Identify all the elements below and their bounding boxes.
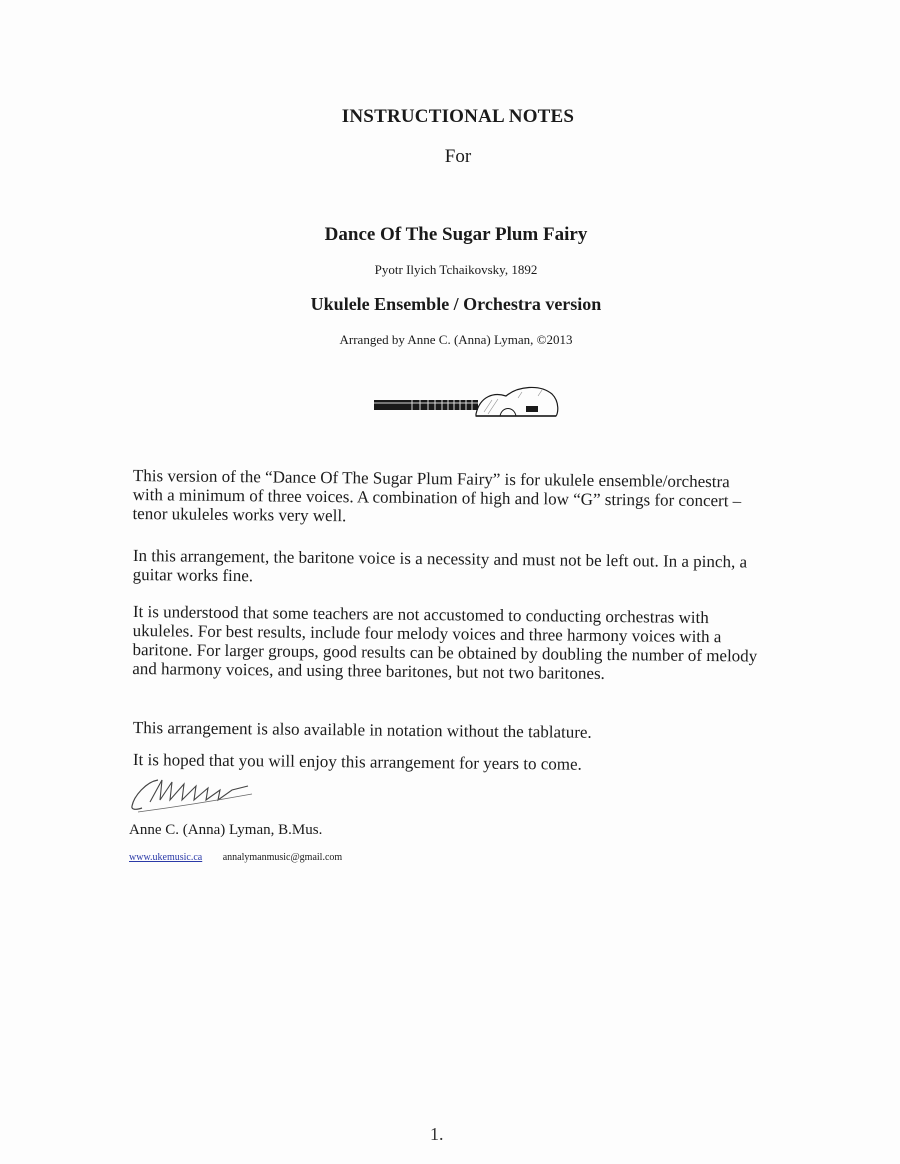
composer-line: Pyotr Ilyich Tchaikovsky, 1892 [374,262,538,277]
signer-name: Anne C. (Anna) Lyman, B.Mus. [129,822,323,838]
piece-title: Dance Of The Sugar Plum Fairy [324,224,588,245]
email-address: annalymanmusic@gmail.com [222,852,343,863]
paragraph-baritone: In this arrangement, the baritone voice is a necessity and must not be left out. In a pinch, a guitar works fine. [132,546,748,586]
paragraph-closing: It is hoped that you will enjoy this arrangement for years to come. [132,750,582,774]
contact-line [129,852,342,863]
version-line: Ukulele Ensemble / Orchestra version [310,294,602,314]
document-title: INSTRUCTIONAL NOTES [341,106,575,127]
ukulele-icon [372,384,562,424]
paragraph-notation: This arrangement is also available in notation without the tablature. [132,718,592,742]
paragraph-teachers: It is understood that some teachers are not accustomed to conducting orchestras with ukuleles. For best results, include four melody voices and three harmony voices with a baritone. For larger groups, good results can be obtained by doubling the number of melody and harmony voices, and using three baritones, but not two baritones. [132,602,758,683]
arranger-line: Arranged by Anne C. (Anna) Lyman, ©2013 [339,332,573,347]
paragraph-intro: This version of the “Dance Of The Sugar Plum Fairy” is for ukulele ensemble/orchestra with a minimum of three voices. A combination of high and low “G” strings for concert – tenor ukuleles works very well. [132,466,742,526]
for-label: For [444,146,472,167]
signature-icon [128,772,258,816]
website-link[interactable]: www.ukemusic.ca [129,852,203,863]
page-number: 1. [430,1124,444,1144]
